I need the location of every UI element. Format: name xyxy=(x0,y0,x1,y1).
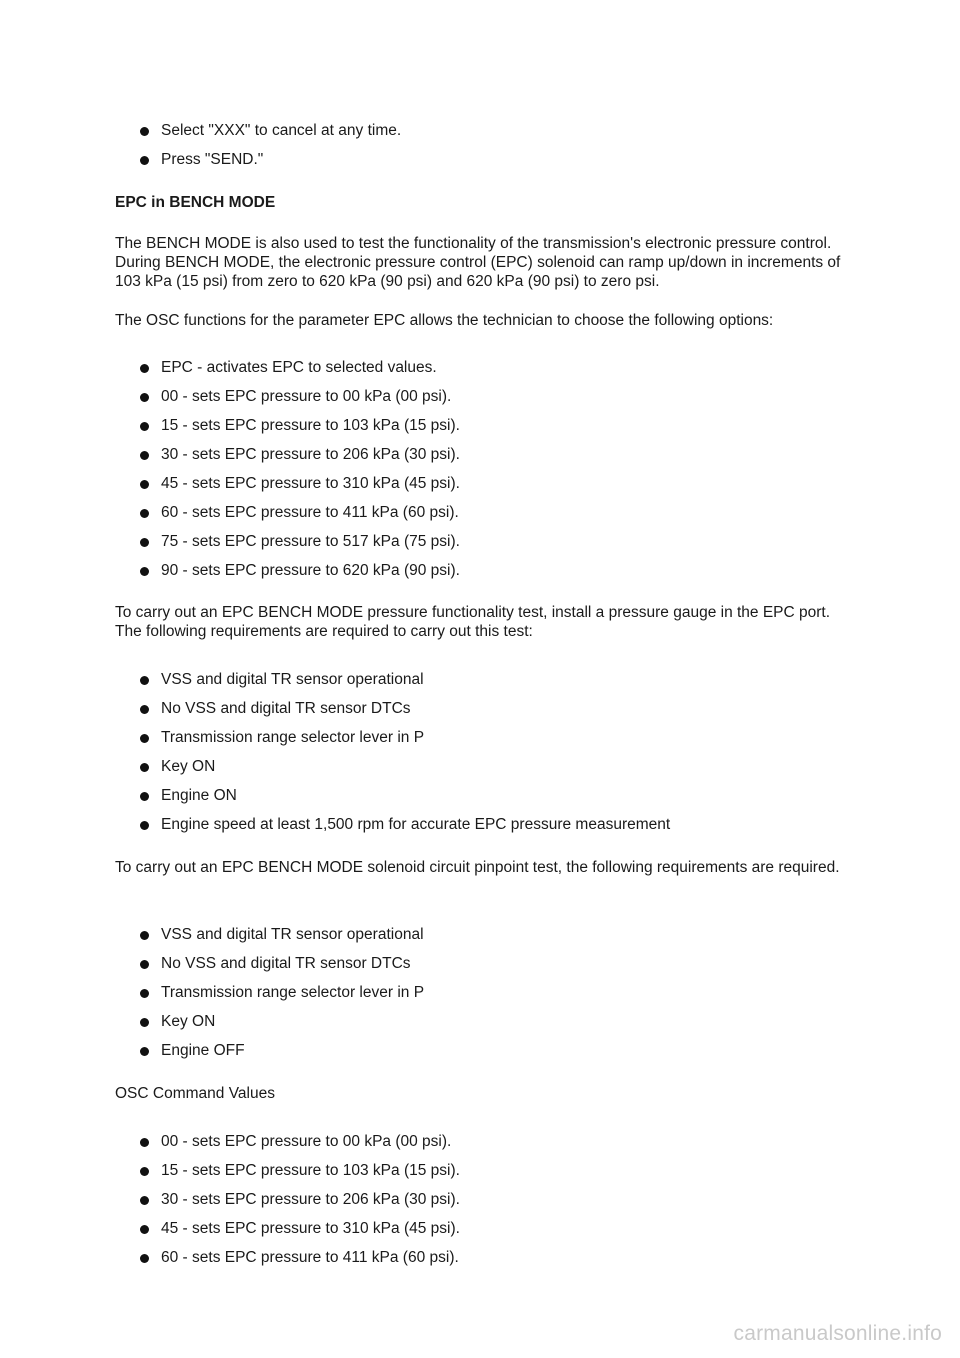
bullet-icon xyxy=(140,821,149,830)
paragraph-pressure-test: To carry out an EPC BENCH MODE pressure functionality test, install a pressure gauge in the EPC port. The following requirements are required to carry out this test: xyxy=(115,604,831,640)
list-item xyxy=(138,699,670,728)
bullet-icon xyxy=(140,364,149,373)
list-item-text: 00 - sets EPC pressure to 00 kPa (00 psi). xyxy=(161,1133,452,1150)
list-item xyxy=(138,1219,460,1248)
bullet-icon xyxy=(140,792,149,801)
list-item-text: EPC - activates EPC to selected values. xyxy=(161,359,437,376)
list-item xyxy=(138,815,670,844)
list-item-text: 45 - sets EPC pressure to 310 kPa (45 psi). xyxy=(161,1220,460,1237)
bullet-icon xyxy=(140,960,149,969)
list-item-text: Press "SEND." xyxy=(161,151,264,168)
bullet-icon xyxy=(140,1167,149,1176)
options-bullet-list xyxy=(138,358,460,590)
list-item-text: Key ON xyxy=(161,1013,216,1030)
list-item-text: Transmission range selector lever in P xyxy=(161,729,425,746)
list-item xyxy=(138,728,670,757)
list-item xyxy=(138,416,460,445)
list-item xyxy=(138,757,670,786)
solenoid-requirements-list xyxy=(138,925,424,1070)
list-item-text: No VSS and digital TR sensor DTCs xyxy=(161,700,411,717)
bullet-icon xyxy=(140,1254,149,1263)
bullet-icon xyxy=(140,480,149,489)
intro-bullet-list xyxy=(138,121,401,179)
bullet-icon xyxy=(140,676,149,685)
bullet-icon xyxy=(140,156,149,165)
list-item xyxy=(138,1248,460,1277)
bullet-icon xyxy=(140,1018,149,1027)
list-item xyxy=(138,983,424,1012)
list-item-text: VSS and digital TR sensor operational xyxy=(161,671,424,688)
list-item-text: 00 - sets EPC pressure to 00 kPa (00 psi). xyxy=(161,388,452,405)
bullet-icon xyxy=(140,422,149,431)
bullet-icon xyxy=(140,989,149,998)
list-item xyxy=(138,532,460,561)
paragraph-bench-mode: The BENCH MODE is also used to test the functionality of the transmission's electronic pressure control. During BENCH MODE, the electronic pressure control (EPC) solenoid can ramp up/down in increments of 103 kPa (15 psi) from zero to 620 kPa (90 psi) and 620 kPa (90 psi) to zero psi. xyxy=(115,235,841,290)
bullet-icon xyxy=(140,763,149,772)
bullet-icon xyxy=(140,734,149,743)
paragraph-osc-command-values: OSC Command Values xyxy=(115,1085,275,1102)
list-item xyxy=(138,1041,424,1070)
list-item-text: VSS and digital TR sensor operational xyxy=(161,926,424,943)
section-heading: EPC in BENCH MODE xyxy=(115,194,276,211)
list-item xyxy=(138,561,460,590)
list-item-text: 60 - sets EPC pressure to 411 kPa (60 psi). xyxy=(161,1249,459,1266)
list-item xyxy=(138,1190,460,1219)
list-item xyxy=(138,358,460,387)
list-item xyxy=(138,387,460,416)
list-item xyxy=(138,445,460,474)
list-item-text: Engine speed at least 1,500 rpm for accurate EPC pressure measurement xyxy=(161,816,671,833)
list-item xyxy=(138,786,670,815)
paragraph-osc-options: The OSC functions for the parameter EPC allows the technician to choose the following options: xyxy=(115,312,774,329)
list-item xyxy=(138,1012,424,1041)
list-item xyxy=(138,1132,460,1161)
bullet-icon xyxy=(140,931,149,940)
list-item-text: 45 - sets EPC pressure to 310 kPa (45 psi). xyxy=(161,475,460,492)
list-item-text: 15 - sets EPC pressure to 103 kPa (15 psi). xyxy=(161,417,460,434)
bullet-icon xyxy=(140,393,149,402)
list-item xyxy=(138,150,401,179)
list-item-text: 15 - sets EPC pressure to 103 kPa (15 psi). xyxy=(161,1162,460,1179)
bullet-icon xyxy=(140,451,149,460)
list-item-text: 30 - sets EPC pressure to 206 kPa (30 psi). xyxy=(161,446,460,463)
list-item-text: 60 - sets EPC pressure to 411 kPa (60 psi). xyxy=(161,504,459,521)
pressure-requirements-list xyxy=(138,670,670,844)
bullet-icon xyxy=(140,567,149,576)
bullet-icon xyxy=(140,1047,149,1056)
list-item-text: Transmission range selector lever in P xyxy=(161,984,425,1001)
list-item xyxy=(138,954,424,983)
bullet-icon xyxy=(140,538,149,547)
list-item xyxy=(138,1161,460,1190)
list-item xyxy=(138,670,670,699)
list-item-text: 90 - sets EPC pressure to 620 kPa (90 psi). xyxy=(161,562,460,579)
list-item xyxy=(138,474,460,503)
bullet-icon xyxy=(140,509,149,518)
list-item xyxy=(138,925,424,954)
bullet-icon xyxy=(140,1138,149,1147)
list-item-text: Engine ON xyxy=(161,787,237,804)
bullet-icon xyxy=(140,1196,149,1205)
list-item xyxy=(138,121,401,150)
paragraph-solenoid-test: To carry out an EPC BENCH MODE solenoid circuit pinpoint test, the following requirements are required. xyxy=(115,859,840,876)
list-item-text: Key ON xyxy=(161,758,216,775)
list-item-text: No VSS and digital TR sensor DTCs xyxy=(161,955,411,972)
bullet-icon xyxy=(140,705,149,714)
list-item-text: Engine OFF xyxy=(161,1042,245,1059)
list-item xyxy=(138,503,460,532)
watermark-text: carmanualsonline.info xyxy=(733,1322,942,1345)
osc-values-list xyxy=(138,1132,460,1277)
list-item-text: Select "XXX" to cancel at any time. xyxy=(161,122,402,139)
bullet-icon xyxy=(140,127,149,136)
list-item-text: 30 - sets EPC pressure to 206 kPa (30 psi). xyxy=(161,1191,460,1208)
bullet-icon xyxy=(140,1225,149,1234)
list-item-text: 75 - sets EPC pressure to 517 kPa (75 psi). xyxy=(161,533,460,550)
